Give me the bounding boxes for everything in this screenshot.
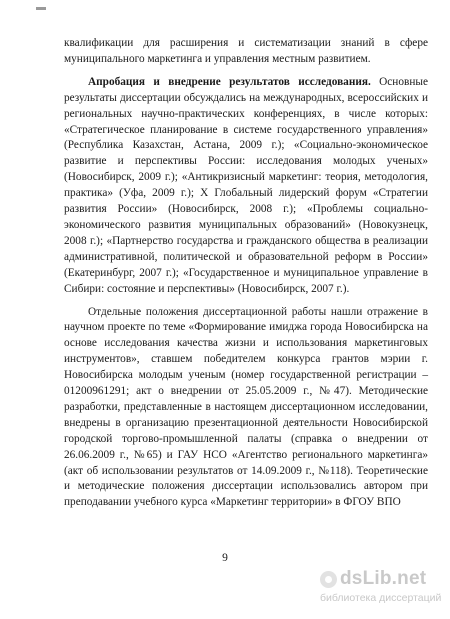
paragraph-implementation: Отдельные положения диссертационной работы нашли отражение в научном проекте по теме «Формирование имиджа города Новосибирска на основе исследования качества жизни и использования маркетинговых инструментов», ставшем победителем конкурса грантов мэрии г. Новосибирска молодым ученым (номер государственной регистрации – 01200961291; акт о внедрении от 25.05.2009 г., №47). Методические разработки, представленные в настоящем диссертационном исследовании, внедрены в организацию презентационной деятельности Новосибирской городской торгово-промышленной палаты (справка о внедрении от 26.06.2009 г., №65) и ГАУ НСО «Агентство регионального маркетинга» (акт об использовании результатов от 14.09.2009 г., №118). Теоретические и методические положения диссертации использовались автором при преподавании учебного курса «Маркетинг территории» в ФГОУ ВПО: [64, 305, 428, 509]
paragraph-approbation: [64, 75, 428, 298]
paragraph-spacer: [64, 298, 428, 305]
section-heading: Апробация и внедрение результатов исследования.: [88, 75, 371, 88]
watermark-logo: [320, 568, 444, 590]
scan-mark: [36, 7, 46, 10]
watermark: [320, 568, 444, 614]
watermark-logo-text: dsLib.net: [340, 568, 427, 589]
watermark-subtitle: библиотека диссертаций: [320, 592, 442, 604]
paragraph-continuation: квалификации для расширения и систематизации знаний в сфере муниципального маркетинга и управления местным развитием.: [64, 37, 428, 65]
paragraph-spacer: [64, 68, 428, 75]
approbation-text: Основные результаты диссертации обсуждались на международных, всероссийских и региональных научно-практических конференциях, в числе которых: «Стратегическое планирование в системе государственного управления» (Республика Казахстан, Астана, 2009 г.); «Социально-экономическое развитие и перспективы России: исследования молодых ученых» (Новосибирск, 2009 г.); «Антикризисный маркетинг: теория, методология, практика» (Уфа, 2009 г.); X Глобальный лидерский форум «Стратегии развития России» (Новосибирск, 2008 г.); «Проблемы социально-экономического развития муниципальных образований» (Новокузнецк, 2008 г.); «Партнерство государства и гражданского общества в реализации административной, политической и образовательной реформ в России» (Екатеринбург, 2007 г.); «Государственное и муниципальное управление в Сибири: состояние и перспективы» (Новосибирск, 2007 г.).: [64, 75, 428, 295]
watermark-logo-icon: [320, 571, 337, 588]
page-number: 9: [222, 552, 228, 564]
document-page: [64, 36, 428, 511]
